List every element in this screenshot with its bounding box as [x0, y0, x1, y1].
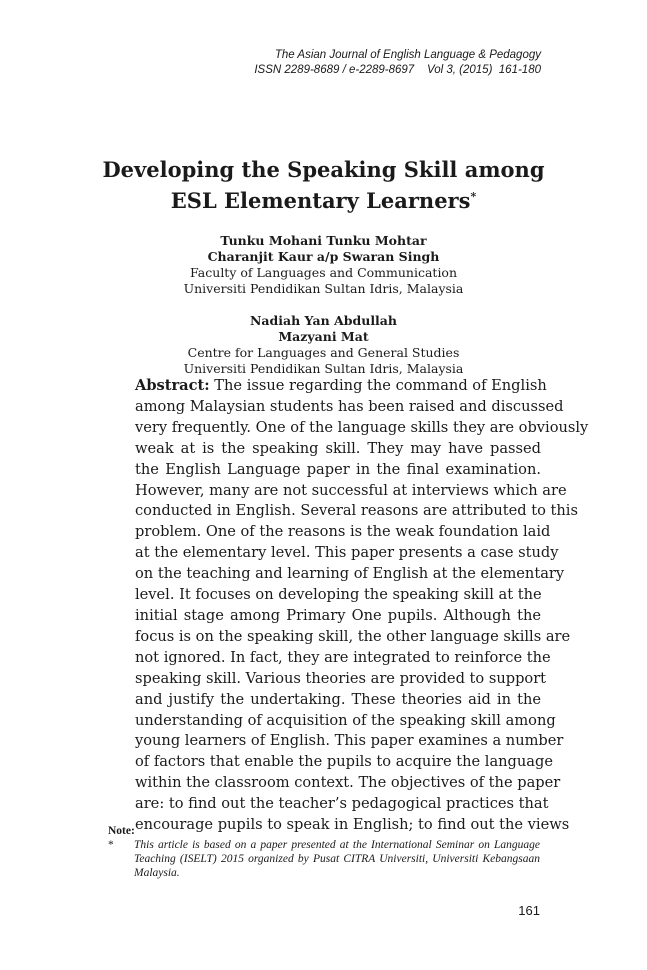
- title-line-2: [0, 183, 647, 214]
- abstract-line: and justify the undertaking. These theories aid in the: [135, 690, 541, 708]
- author: Mazyani Mat: [278, 329, 369, 344]
- abstract-line: speaking skill. Various theories are provided to support: [135, 669, 547, 687]
- affiliation: Universiti Pendidikan Sultan Idris, Malaysia: [183, 361, 464, 376]
- footnote-marker: *: [470, 190, 477, 203]
- abstract-line: at the elementary level. This paper presents a case study: [135, 544, 559, 562]
- author: Tunku Mohani Tunku Mohtar: [220, 233, 427, 248]
- affiliation: Centre for Languages and General Studies: [187, 345, 460, 360]
- title-line-1: Developing the Speaking Skill among: [102, 157, 545, 182]
- abstract-line: encourage pupils to speak in English; to find out the views: [135, 816, 570, 834]
- paper-title: [0, 156, 647, 214]
- page-number: 161: [518, 903, 540, 918]
- author-group-1: [0, 233, 647, 297]
- abstract-line: conducted in English. Several reasons are attributed to this: [135, 502, 578, 520]
- author: Charanjit Kaur a/p Swaran Singh: [207, 249, 440, 264]
- abstract-line: of factors that enable the pupils to acquire the language: [135, 753, 553, 771]
- abstract-line: [135, 376, 547, 397]
- affiliation: Universiti Pendidikan Sultan Idris, Malaysia: [183, 281, 464, 296]
- abstract-line: However, many are not successful at interviews which are: [135, 481, 567, 499]
- abstract-line: on the teaching and learning of English at the elementary: [135, 565, 565, 583]
- abstract-line: initial stage among Primary One pupils. Although the: [135, 606, 541, 624]
- footnote: [108, 824, 540, 880]
- abstract-text: The issue regarding the command of English: [214, 377, 547, 394]
- abstract-line: focus is on the speaking skill, the other language skills are: [135, 627, 571, 645]
- note-label: Note:: [108, 825, 135, 837]
- abstract-line: young learners of English. This paper examines a number: [135, 732, 564, 750]
- abstract-line: problem. One of the reasons is the weak foundation laid: [135, 523, 551, 541]
- abstract-line: very frequently. One of the language skills they are obviously: [135, 418, 589, 436]
- journal-name: The Asian Journal of English Language & Pedagogy: [274, 49, 541, 61]
- abstract-line: not ignored. In fact, they are integrated to reinforce the: [135, 648, 551, 666]
- title-text: ESL Elementary Learners: [170, 188, 471, 213]
- abstract-line: are: to find out the teacher’s pedagogical practices that: [135, 795, 549, 813]
- abstract-line: within the classroom context. The objectives of the paper: [135, 774, 561, 792]
- abstract: [135, 376, 589, 836]
- abstract-line: level. It focuses on developing the speaking skill at the: [135, 586, 542, 604]
- running-header: [254, 48, 541, 78]
- abstract-label: Abstract:: [135, 377, 210, 394]
- abstract-line: understanding of acquisition of the speaking skill among: [135, 711, 556, 729]
- note-marker: *: [108, 839, 114, 851]
- note-text: This article is based on a paper presented at the International Seminar on Language Teaching (ISELT) 2015 organized by Pusat CITRA Universiti, Universiti Kebangsaan Malaysia.: [134, 839, 540, 879]
- abstract-line: among Malaysian students has been raised and discussed: [135, 397, 564, 415]
- issn-volume: ISSN 2289-8689 / e-2289-8697 Vol 3, (2015) 161-180: [254, 64, 541, 76]
- abstract-line: the English Language paper in the final examination.: [135, 460, 541, 478]
- affiliation: Faculty of Languages and Communication: [189, 265, 458, 280]
- author-group-2: [0, 313, 647, 377]
- abstract-line: weak at is the speaking skill. They may have passed: [135, 439, 541, 457]
- author: Nadiah Yan Abdullah: [250, 313, 397, 328]
